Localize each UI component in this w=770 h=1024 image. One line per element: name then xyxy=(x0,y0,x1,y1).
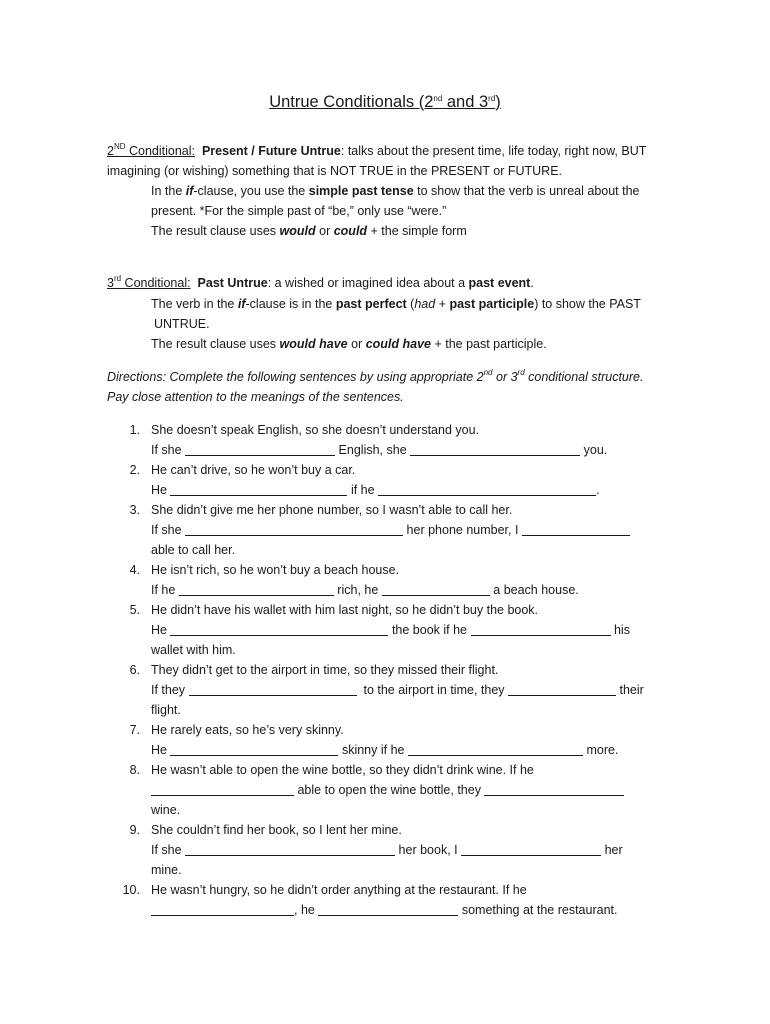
third-conditional-rule1-cont: UNTRUE. xyxy=(154,317,210,331)
item-answer-line: able to open the wine bottle, they xyxy=(151,780,624,800)
item-answer-line: , he something at the restaurant. xyxy=(151,900,617,920)
second-conditional-desc: imagining (or wishing) something that is NOT TRUE in the PRESENT or FUTURE. xyxy=(107,164,563,178)
answer-blank[interactable] xyxy=(185,442,335,456)
item-answer-line: If she English, she you. xyxy=(151,443,608,457)
item-answer-line: He the book if he his xyxy=(151,623,630,637)
second-conditional-rule1: In the if-clause, you use the simple past tense to show that the verb is unreal about the xyxy=(151,184,640,198)
item-answer-cont: able to call her. xyxy=(151,543,236,557)
item-answer-cont: mine. xyxy=(151,863,182,877)
answer-blank[interactable] xyxy=(461,842,601,856)
item-answer-line: He if he . xyxy=(151,483,600,497)
answer-blank[interactable] xyxy=(471,622,611,636)
item-sentence: She didn’t give me her phone number, so I wasn’t able to call her. xyxy=(151,503,513,517)
answer-blank[interactable] xyxy=(170,482,347,496)
item-sentence: He rarely eats, so he’s very skinny. xyxy=(151,723,344,737)
item-number: 7. xyxy=(129,723,140,737)
third-conditional-intro: 3rd Conditional: Past Untrue: a wished or imagined idea about a past event. xyxy=(107,274,534,290)
answer-blank[interactable] xyxy=(151,902,294,916)
item-sentence: He didn’t have his wallet with him last night, so he didn’t buy the book. xyxy=(151,603,539,617)
second-conditional-rule1-cont: present. *For the simple past of “be,” only use “were.” xyxy=(151,204,447,218)
answer-blank[interactable] xyxy=(522,522,630,536)
item-sentence: He wasn’t hungry, so he didn’t order anything at the restaurant. If he xyxy=(151,883,527,897)
item-answer-cont: wallet with him. xyxy=(151,643,236,657)
item-number: 5. xyxy=(129,603,140,617)
item-number: 3. xyxy=(129,503,140,517)
directions-line-2: Pay close attention to the meanings of the sentences. xyxy=(107,390,404,404)
item-number: 10. xyxy=(122,883,140,897)
answer-blank[interactable] xyxy=(185,842,395,856)
answer-blank[interactable] xyxy=(185,522,403,536)
item-number: 1. xyxy=(129,423,140,437)
answer-blank[interactable] xyxy=(382,582,490,596)
item-sentence: She doesn’t speak English, so she doesn’t understand you. xyxy=(151,423,479,437)
answer-blank[interactable] xyxy=(179,582,334,596)
answer-blank[interactable] xyxy=(408,742,583,756)
item-sentence: He wasn’t able to open the wine bottle, so they didn’t drink wine. If he xyxy=(151,763,534,777)
item-answer-line: He skinny if he more. xyxy=(151,743,619,757)
item-number: 8. xyxy=(129,763,140,777)
item-answer-cont: wine. xyxy=(151,803,181,817)
answer-blank[interactable] xyxy=(189,682,357,696)
item-number: 6. xyxy=(129,663,140,677)
answer-blank[interactable] xyxy=(170,742,338,756)
item-answer-line: If she her book, I her xyxy=(151,843,623,857)
answer-blank[interactable] xyxy=(318,902,458,916)
answer-blank[interactable] xyxy=(170,622,388,636)
answer-blank[interactable] xyxy=(151,782,294,796)
item-sentence: They didn’t get to the airport in time, so they missed their flight. xyxy=(151,663,499,677)
second-conditional-rule2: The result clause uses would or could + the simple form xyxy=(151,224,467,238)
item-number: 4. xyxy=(129,563,140,577)
item-sentence: She couldn’t find her book, so I lent her mine. xyxy=(151,823,402,837)
item-answer-line: If they to the airport in time, they their xyxy=(151,683,644,697)
item-answer-line: If she her phone number, I xyxy=(151,520,630,540)
page-title: Untrue Conditionals (2nd and 3rd) xyxy=(269,93,501,111)
answer-blank[interactable] xyxy=(508,682,616,696)
item-answer-cont: flight. xyxy=(151,703,181,717)
item-number: 2. xyxy=(129,463,140,477)
third-conditional-rule2: The result clause uses would have or could have + the past participle. xyxy=(151,337,547,351)
third-conditional-rule1: The verb in the if-clause is in the past perfect (had + past participle) to show the PAST xyxy=(151,297,641,311)
answer-blank[interactable] xyxy=(378,482,596,496)
item-answer-line: If he rich, he a beach house. xyxy=(151,583,579,597)
second-conditional-intro: 2ND Conditional: Present / Future Untrue: talks about the present time, life today, right now, BUT xyxy=(107,142,647,158)
item-sentence: He can’t drive, so he won’t buy a car. xyxy=(151,463,356,477)
answer-blank[interactable] xyxy=(410,442,580,456)
answer-blank[interactable] xyxy=(484,782,624,796)
item-number: 9. xyxy=(129,823,140,837)
directions-line-1: Directions: Complete the following sentences by using appropriate 2nd or 3rd conditional structure. xyxy=(107,368,644,384)
item-sentence: He isn’t rich, so he won’t buy a beach house. xyxy=(151,563,400,577)
